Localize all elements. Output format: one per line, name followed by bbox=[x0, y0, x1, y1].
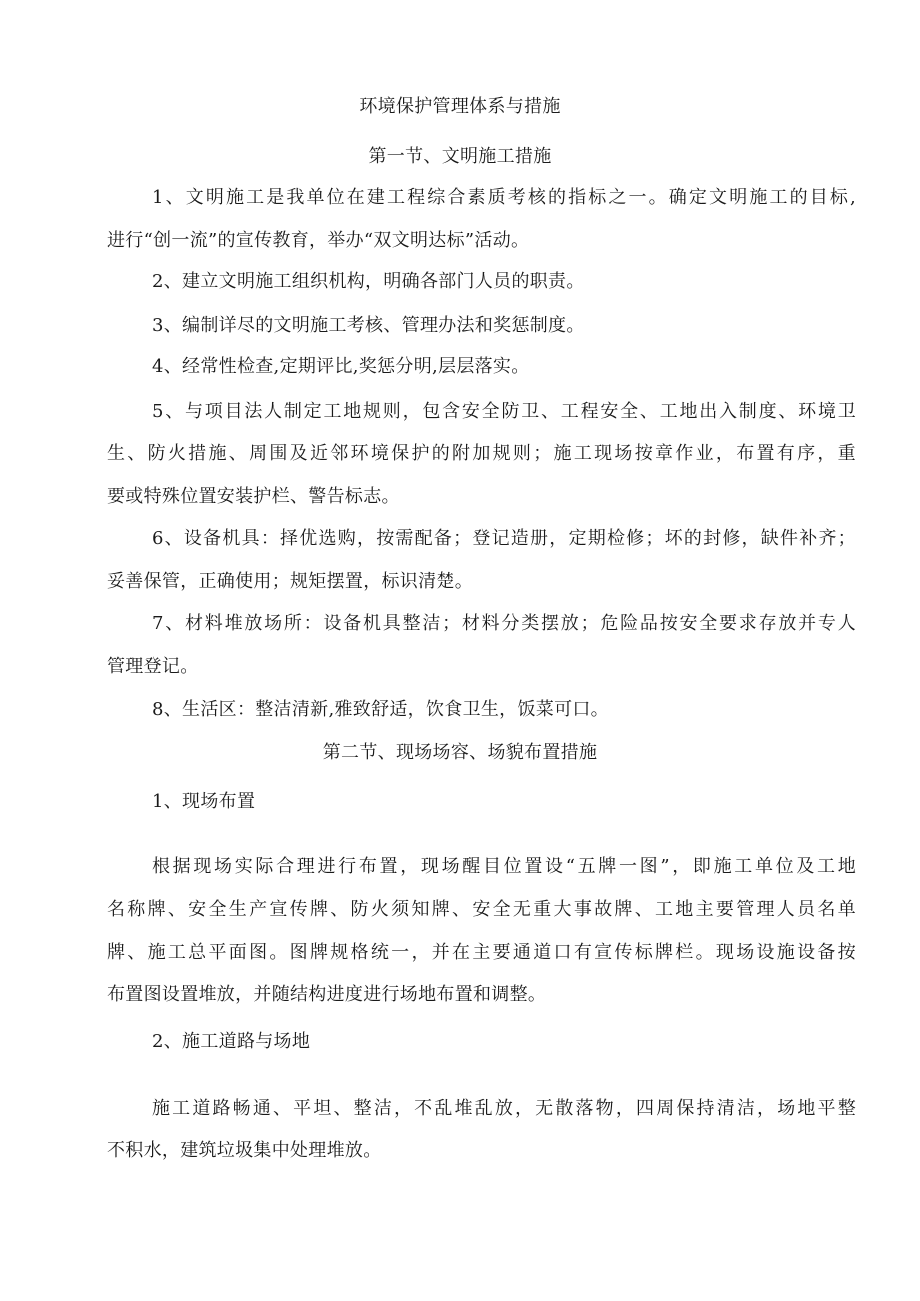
section1-item6-line1: 6、设备机具：择优选购，按需配备；登记造册，定期检修；坏的封修，缺件补齐； bbox=[152, 528, 856, 549]
section1-item4: 4、经常性检查,定期评比,奖惩分明,层层落实。 bbox=[152, 356, 530, 377]
section1-item1-line2: 进行“创一流”的宣传教育，举办“双文明达标”活动。 bbox=[107, 230, 530, 251]
section2-sub2-title: 2、施工道路与场地 bbox=[152, 1031, 311, 1052]
section1-item7-line1: 7、材料堆放场所：设备机具整洁；材料分类摆放；危险品按安全要求存放并专人 bbox=[152, 613, 856, 634]
section1-item5-line2: 生、防火措施、周围及近邻环境保护的附加规则；施工现场按章作业，布置有序，重 bbox=[107, 443, 856, 464]
section1-item1-line1: 1、文明施工是我单位在建工程综合素质考核的指标之一。确定文明施工的目标, bbox=[152, 187, 856, 208]
section2-sub1-line2: 名称牌、安全生产宣传牌、防火须知牌、安全无重大事故牌、工地主要管理人员名单 bbox=[107, 899, 856, 920]
section1-item2: 2、建立文明施工组织机构，明确各部门人员的职责。 bbox=[152, 271, 585, 292]
section1-item5-line3: 要或特殊位置安装护栏、警告标志。 bbox=[107, 486, 400, 507]
section1-item6-line2: 妥善保管，正确使用；规矩摆置，标识清楚。 bbox=[107, 571, 473, 592]
section1-item7-line2: 管理登记。 bbox=[107, 656, 199, 677]
section2-sub1-line4: 布置图设置堆放，并随结构进度进行场地布置和调整。 bbox=[107, 984, 547, 1005]
section1-item3: 3、编制详尽的文明施工考核、管理办法和奖惩制度。 bbox=[152, 315, 585, 336]
section1-item8: 8、生活区：整洁清新,雅致舒适，饮食卫生，饭菜可口。 bbox=[152, 699, 609, 720]
section2-sub1-line1: 根据现场实际合理进行布置，现场醒目位置设“五牌一图”，即施工单位及工地 bbox=[152, 856, 856, 877]
section2-sub1-title: 1、现场布置 bbox=[152, 791, 256, 812]
section2-sub2-line2: 不积水，建筑垃圾集中处理堆放。 bbox=[107, 1140, 382, 1161]
section2-sub1-line3: 牌、施工总平面图。图牌规格统一，并在主要通道口有宣传标牌栏。现场设施设备按 bbox=[107, 942, 856, 963]
section2-sub2-line1: 施工道路畅通、平坦、整洁，不乱堆乱放，无散落物，四周保持清洁，场地平整 bbox=[152, 1098, 856, 1119]
section1-item5-line1: 5、与项目法人制定工地规则，包含安全防卫、工程安全、工地出入制度、环境卫 bbox=[152, 401, 856, 422]
document-title: 环境保护管理体系与措施 bbox=[359, 96, 561, 117]
section1-heading: 第一节、文明施工措施 bbox=[368, 146, 552, 167]
section2-heading: 第二节、现场场容、场貌布置措施 bbox=[322, 742, 598, 763]
